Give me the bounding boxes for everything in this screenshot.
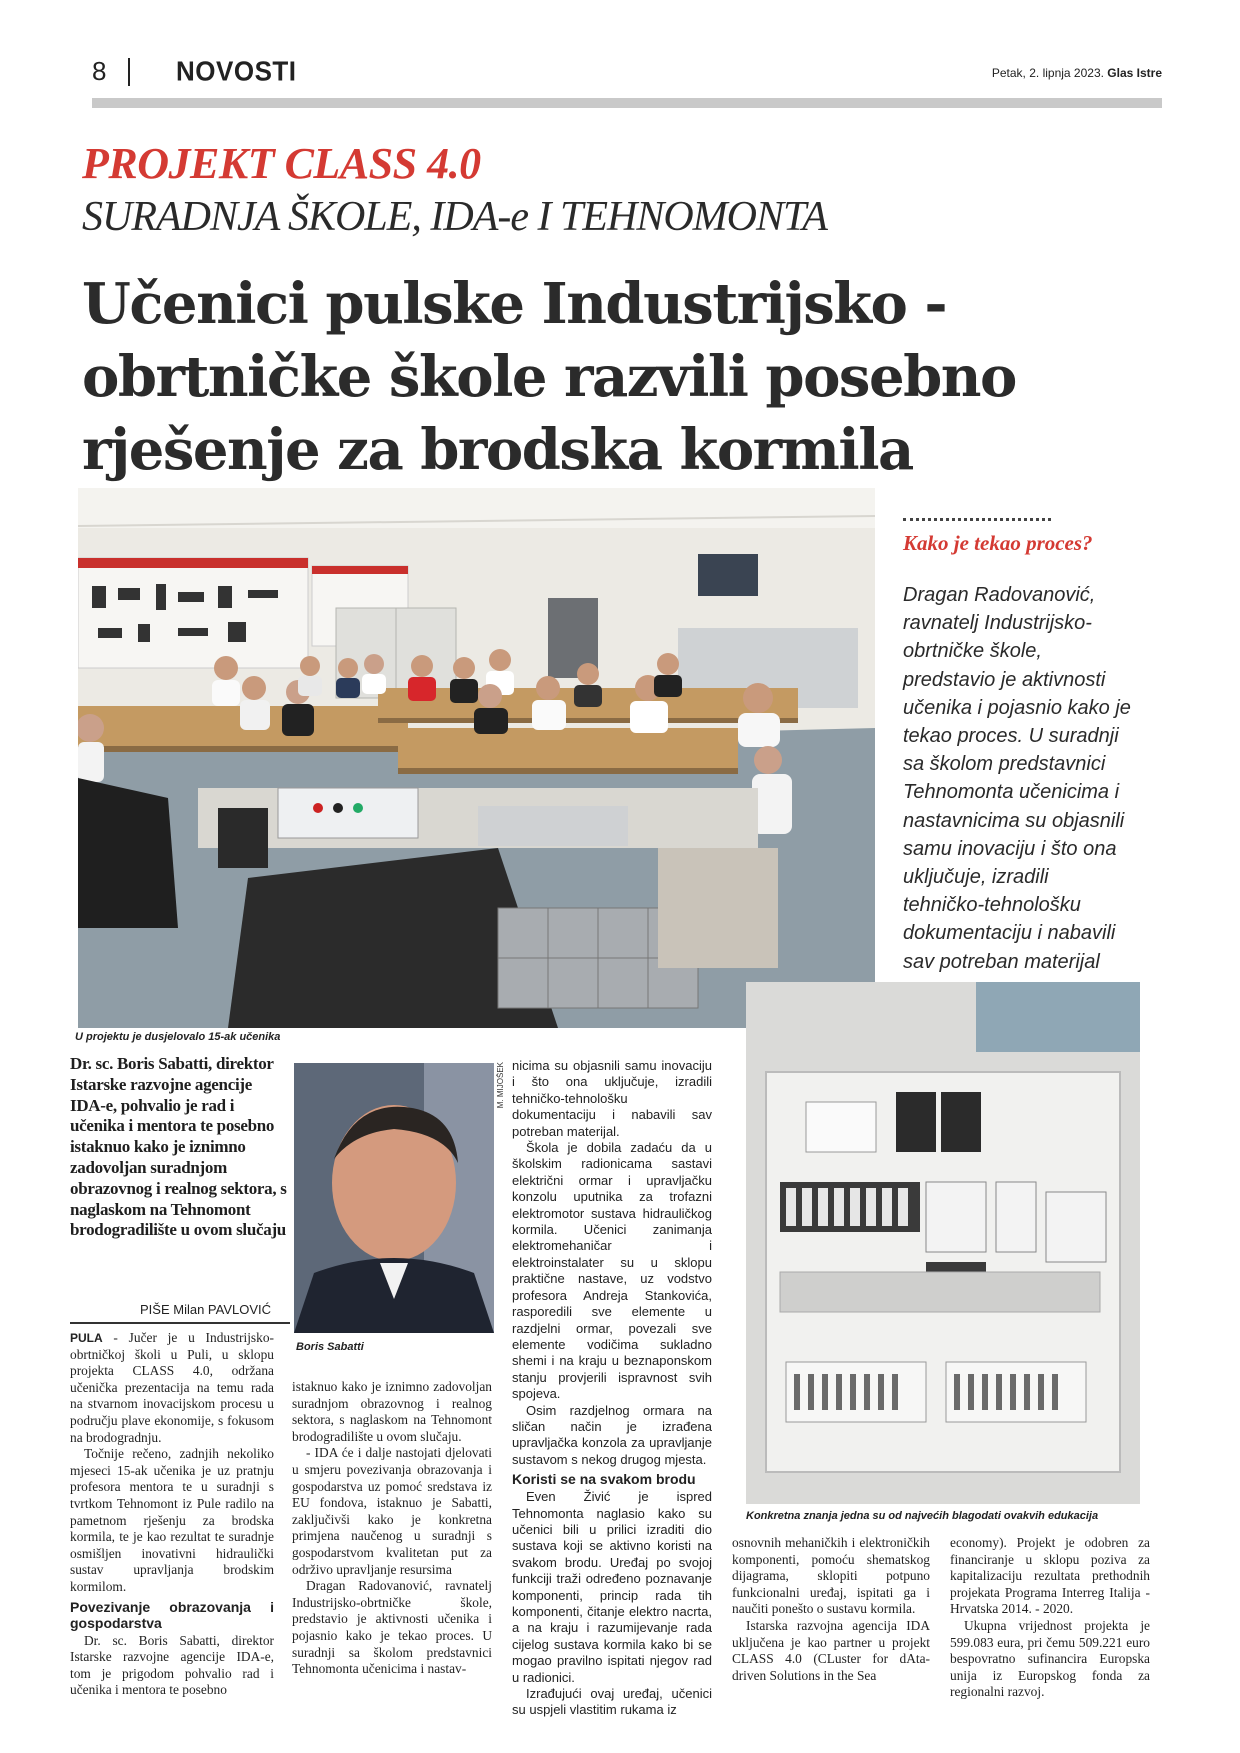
article-headline [82, 268, 1082, 487]
paragraph: PULA - Jučer je u Industrijsko-obrtničkoj školi u Puli, u sklopu projekta CLASS 4.0, održana učenička prezentacija na temu rada na stvarnom inovacijskom procesu u području plave ekonomije, s fokusom na brodogradnju. [70, 1330, 274, 1445]
photo-credit: M. MIJOŠEK [496, 1062, 505, 1109]
paragraph: - IDA će i dalje nastojati djelovati u smjeru povezivanja obrazovanja i gospodarstva uz pomoć sredstava iz EU fondova, istaknuo je Sabatti, zaključivši kako je konkretna primjena naučenog u suradnji s gospodarstvom kvalitetan put za održivo upravljanje resursima [292, 1445, 492, 1577]
paragraph: Dr. sc. Boris Sabatti, direktor Istarske razvojne agencije IDA-e, tom je prigodom pohvalio rad i učenika i mentora te posebno [70, 1632, 274, 1698]
article-subkicker: SURADNJA ŠKOLE, IDA-e I TEHNOMONTA [82, 194, 827, 240]
publication-name: Glas Istre [1107, 66, 1162, 80]
article-column-5 [950, 1535, 1150, 1701]
paragraph: Točnije rečeno, zadnjih nekoliko mjeseci 15-ak učenika je uz pratnju profesora mentora te u suradnji s tvrtkom Tehnomont iz Pule radilo na pametnom rješenju za brodska kormila, te je kao rezultat te suradnje osmišljen inovativni hidraulički sustav upravljanja brodskim kormilom. [70, 1446, 274, 1594]
paragraph: Even Živić je ispred Tehnomonta naglasio kako su učenici bili u prilici izraditi dio sustava koji se aktivno koristi na svakom brodu. Uređaj po svojoj funkciji traži određeno poznavanje komponenti, princip rada tih komponenti, čitanje elektro nacrta, a na kraju i razumijevanje rada cijelog sustava kormila kako bi se mogao pravilno ispitati njegov rad u radionici. [512, 1489, 712, 1685]
sidebar-heading: Kako je tekao proces? [903, 531, 1093, 555]
sidebar-text: Dragan Radovanović, ravnatelj Industrijsko-obrtničke škole, predstavio je aktivnosti učenika i pojasnio kako je tekao proces. U suradnji sa školom predstavnici Tehnomonta učenicima i nastavnicima su objasnili samu inovaciju i što ona uključuje, izradili tehničko-tehnološku dokumentaciju i nabavili sav potreban materijal [903, 584, 1131, 973]
article-kicker: PROJEKT CLASS 4.0 [82, 139, 481, 188]
headline-line: Učenici pulske Industrijsko - [82, 271, 947, 337]
subheading: Povezivanje obrazovanja i gospodarstva [70, 1598, 274, 1631]
electrical-panel-photo [746, 982, 1140, 1504]
portrait-caption: Boris Sabatti [296, 1341, 364, 1353]
paragraph: Škola je dobila zadaću da u školskim radionicama sastavi električni ormar i upravljačku konzolu uputnika za trofazni elektromotor sustava hidrauličkog kormila. Učenici zanimanja elektromehaničar i elektroinstalater su u sklopu praktične nastave, uz vodstvo profesora Andreja Stankovića, rasporedili sve elemente u razdjelni ormar, povezali sve elemente vodičima sukladno shemi i na kraju u beznaponskom stanju provjerili ispravnost svih spojeva. [512, 1140, 712, 1402]
paragraph: Istarska razvojna agencija IDA uključena je kao partner u projekt CLASS 4.0 (CLuster for dAta-driven Solutions in the Sea [732, 1617, 930, 1683]
classroom-photo [78, 488, 875, 1028]
byline: PIŠE Milan PAVLOVIĆ [140, 1302, 272, 1317]
panel-illustration [746, 982, 1140, 1504]
article-column-1 [70, 1330, 274, 1699]
paragraph: osnovnih mehaničkih i elektroničkih komponenti, pomoću shematskog dijagrama, sklopiti potpuno funkcionalni uređaj, ispitati ga i naučiti ponešto o sustavu kormila. [732, 1535, 930, 1617]
headline-line: rješenje za brodska kormila [82, 417, 913, 483]
header-rule [92, 98, 1162, 108]
article-column-2 [292, 1379, 492, 1678]
header-date-line [992, 66, 1162, 80]
article-column-4 [732, 1535, 930, 1684]
headline-line: obrtničke škole razvili posebno [82, 344, 1016, 410]
paragraph: Ukupna vrijednost projekta je 599.083 eura, pri čemu 509.221 euro bespovratno sufinancira Europska unija iz Europskog fonda za regionalni razvoj. [950, 1617, 1150, 1700]
portrait-photo [294, 1063, 494, 1333]
classroom-illustration [78, 488, 875, 1028]
paragraph: Dragan Radovanović, ravnatelj Industrijsko-obrtničke škole, predstavio je aktivnosti učenika i pojasnio kako je tekao proces. U suradnji sa školom predstavnici Tehnomonta učenicima i nastav- [292, 1578, 492, 1677]
paragraph: Osim razdjelnog ormara na sličan način je izrađena upravljačka konzola za upravljanje sustavom s nekog drugog mjesta. [512, 1402, 712, 1467]
page-number: 8 [92, 56, 107, 86]
paragraph: economy). Projekt je odobren za financiranje u sklopu poziva za kapitalizaciju rezultata prethodnih projekata Programa Interreg Italija - Hrvatska 2014. - 2020. [950, 1535, 1150, 1617]
issue-date: Petak, 2. lipnja 2023. [991, 66, 1104, 80]
paragraph: Izrađujući ovaj uređaj, učenici su uspjeli vlastitim rukama iz [512, 1686, 712, 1718]
sidebar-divider [903, 518, 1051, 521]
page-header [92, 56, 1162, 92]
main-photo-caption: U projektu je dusjelovalo 15-ak učenika [75, 1031, 281, 1043]
paragraph: nicima su objasnili samu inovaciju i što ona uključuje, izradili tehničko-tehnološku dokumentaciju i nabavili sav potreban materijal. [512, 1058, 712, 1139]
section-name: NOVOSTI [176, 55, 297, 87]
header-divider [128, 58, 130, 86]
subheading: Koristi se na svakom brodu [512, 1471, 696, 1488]
byline-rule [70, 1322, 290, 1324]
dateline: PULA [70, 1331, 103, 1345]
paragraph: istaknuo kako je iznimno zadovoljan suradnjom obrazovnog i realnog sektora, s naglaskom na Tehnomont brodogradilište u ovom slučaju. [292, 1379, 492, 1444]
article-column-3 [512, 1058, 712, 1719]
panel-photo-caption: Konkretna znanja jedna su od najvećih blagodati ovakvih edukacija [746, 1510, 1099, 1522]
portrait-illustration [294, 1063, 494, 1333]
article-lead: Dr. sc. Boris Sabatti, direktor Istarske razvojne agencije IDA-e, pohvalio je rad i učenika i mentora te posebno istaknuo kako je iznimno zadovoljan suradnjom obrazovnog i realnog sektora, s naglaskom na Tehnomont brodogradilište u ovom slučaju [70, 1054, 287, 1240]
